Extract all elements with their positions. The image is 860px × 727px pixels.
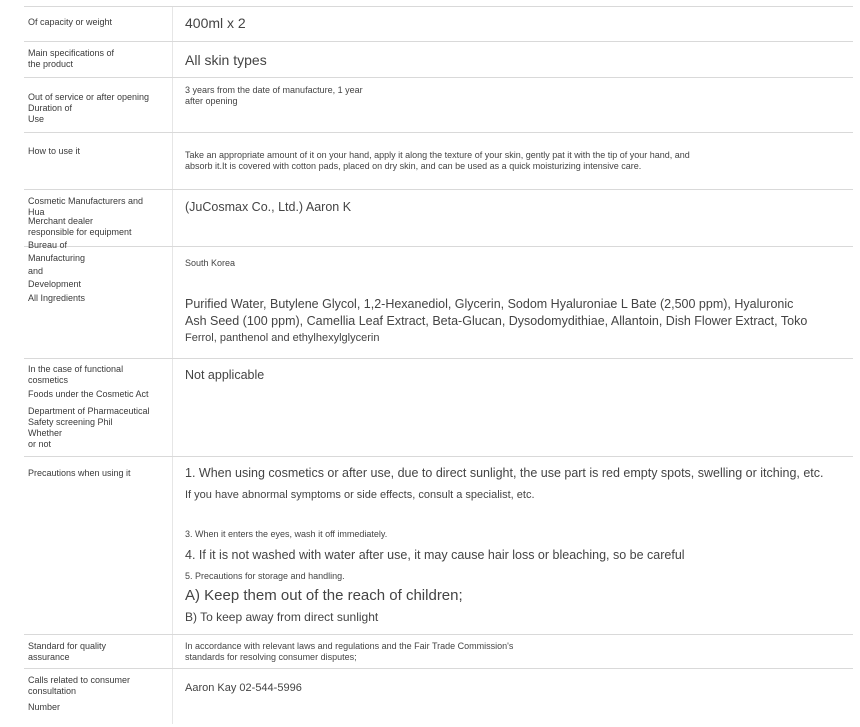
functional-label-line: In the case of functional [28, 364, 124, 374]
precaution-item: A) Keep them out of the reach of children; [185, 587, 463, 604]
ingredients-value [185, 296, 807, 347]
manufacturer-label-line: Manufacturing [28, 253, 86, 263]
consumer-label-line: consultation [28, 686, 77, 696]
precautions-label: Precautions when using it [28, 468, 131, 478]
manufacturer-label-line: and [28, 266, 44, 276]
howto-label: How to use it [28, 146, 81, 156]
expiry-label-line: Duration of [28, 103, 73, 113]
precaution-item: 3. When it enters the eyes, wash it off immediately. [185, 529, 388, 539]
ingredients-value-line: Purified Water, Butylene Glycol, 1,2-Hexanediol, Glycerin, Sodom Hyaluroniae L Bate (2,500 ppm), Hyaluronic [185, 297, 794, 311]
consumer-label [28, 675, 178, 713]
functional-label [28, 364, 178, 450]
row-divider [24, 41, 853, 42]
manufacturer-label-line: responsible for equipment [28, 227, 132, 237]
row-divider [24, 6, 853, 7]
specs-label-line: Main specifications of [28, 48, 115, 58]
functional-label-line: cosmetics [28, 375, 69, 385]
manufacturer-label-line: Cosmetic Manufacturers and [28, 196, 144, 206]
ingredients-label: All Ingredients [28, 293, 86, 303]
manufacturer-label-line: Bureau of [28, 240, 68, 250]
expiry-label-line: Out of service or after opening [28, 92, 150, 102]
precaution-item: If you have abnormal symptoms or side effects, consult a specialist, etc. [185, 489, 535, 501]
functional-label-line: Department of Pharmaceutical [28, 406, 150, 416]
row-divider [24, 358, 853, 359]
manufacturer-label [28, 196, 178, 290]
row-divider [24, 456, 853, 457]
functional-label-line: or not [28, 439, 52, 449]
quality-label-line: assurance [28, 652, 70, 662]
row-divider [24, 132, 853, 133]
row-divider [24, 668, 853, 669]
howto-value-line: Take an appropriate amount of it on your hand, apply it along the texture of your skin, gently pat it with the tip of your hand, and [185, 150, 690, 160]
row-divider [24, 189, 853, 190]
expiry-label-line: Use [28, 114, 45, 124]
expiry-value-line: after opening [185, 96, 238, 106]
capacity-label: Of capacity or weight [28, 17, 113, 27]
row-divider [24, 77, 853, 78]
specs-label [28, 48, 178, 70]
precaution-item: 1. When using cosmetics or after use, due to direct sunlight, the use part is red empty spots, swelling or itching, etc. [185, 466, 824, 480]
precaution-item: 4. If it is not washed with water after use, it may cause hair loss or bleaching, so be careful [185, 548, 685, 562]
specs-value: All skin types [185, 52, 267, 68]
quality-value-line: In accordance with relevant laws and regulations and the Fair Trade Commission's [185, 641, 514, 651]
precaution-item: 5. Precautions for storage and handling. [185, 571, 345, 581]
manufacturer-label-line: Merchant dealer [28, 216, 94, 226]
origin-value: South Korea [185, 258, 236, 268]
quality-label [28, 641, 178, 663]
precaution-item: B) To keep away from direct sunlight [185, 610, 379, 624]
manufacturer-value: (JuCosmax Co., Ltd.) Aaron K [185, 200, 352, 214]
functional-value: Not applicable [185, 368, 265, 382]
manufacturer-label-line: Hua [28, 207, 45, 217]
functional-label-line: Safety screening Phil [28, 417, 113, 427]
howto-value-line: absorb it.It is covered with cotton pads, placed on dry skin, and can be used as a quick moisturizing intensive care. [185, 161, 642, 171]
consumer-label-line: Calls related to consumer [28, 675, 131, 685]
functional-label-line: Foods under the Cosmetic Act [28, 389, 149, 399]
howto-value [185, 150, 690, 172]
functional-label-line: Whether [28, 428, 63, 438]
row-divider [24, 634, 853, 635]
specs-label-line: the product [28, 59, 74, 69]
expiry-label [28, 92, 178, 125]
consumer-value: Aaron Kay 02-544-5996 [185, 682, 302, 694]
quality-value [185, 641, 513, 663]
ingredients-value-line: Ash Seed (100 ppm), Camellia Leaf Extract, Beta-Glucan, Dysodomydithiae, Allantoin, Dish Flower Extract, Toko [185, 314, 808, 328]
capacity-value: 400ml x 2 [185, 15, 246, 31]
quality-value-line: standards for resolving consumer disputes; [185, 652, 357, 662]
ingredients-value-line: Ferrol, panthenol and ethylhexylglycerin [185, 332, 380, 344]
expiry-value-line: 3 years from the date of manufacture, 1 year [185, 85, 363, 95]
quality-label-line: Standard for quality [28, 641, 107, 651]
consumer-label-line: Number [28, 702, 61, 712]
manufacturer-label-line: Development [28, 279, 82, 289]
expiry-value [185, 85, 363, 107]
